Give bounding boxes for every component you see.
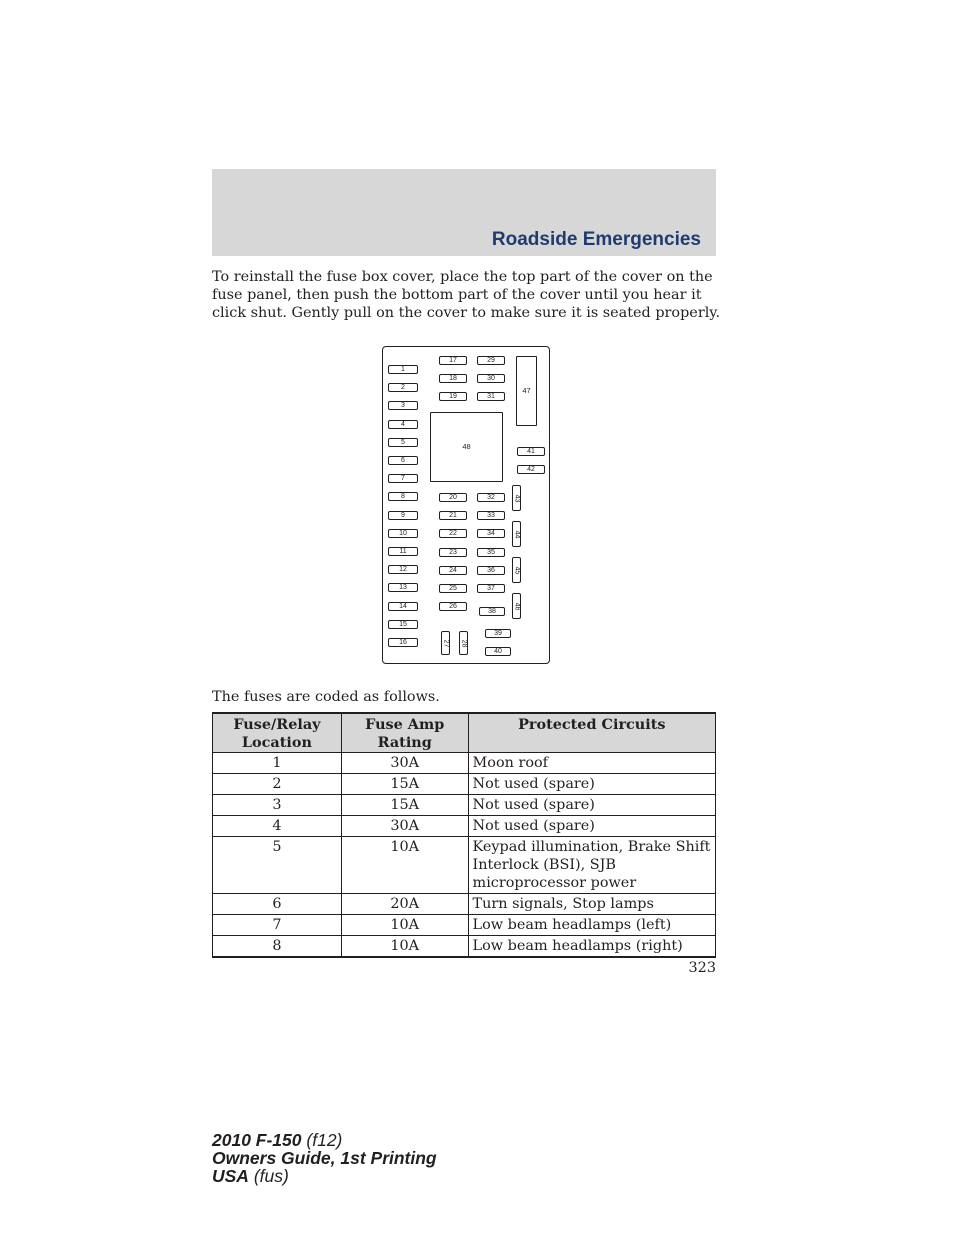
fuse-31: [477, 392, 505, 401]
fuse-label: 47: [522, 386, 531, 396]
fuse-label: 28: [460, 639, 468, 647]
fuse-label: 38: [488, 608, 496, 615]
fuse-label: 32: [487, 494, 495, 501]
fuse-label: 42: [527, 466, 535, 473]
fuse-25: [439, 584, 467, 593]
footer-guide: Owners Guide, 1st Printing: [212, 1148, 437, 1168]
table-row: [213, 915, 716, 936]
fuse-26: [439, 602, 467, 611]
fuse-30: [477, 374, 505, 383]
cell-amp-rating: 30A: [341, 816, 468, 837]
fuse-label: 4: [401, 420, 405, 428]
fuse-33: [477, 511, 505, 520]
fuse-panel-diagram: [382, 346, 550, 664]
cell-protected-circuits: Not used (spare): [468, 774, 715, 795]
section-header-band: [212, 169, 716, 256]
fuse-label: 20: [449, 494, 457, 501]
fuse-3: [388, 401, 418, 410]
fuse-29: [477, 356, 505, 365]
fuse-9: [388, 511, 418, 520]
footer-model-code: (f12): [306, 1130, 343, 1150]
fuse-label: 5: [401, 438, 405, 446]
fuse-label: 45: [513, 566, 521, 574]
cell-protected-circuits: Turn signals, Stop lamps: [468, 894, 715, 915]
document-footer: [212, 1131, 437, 1185]
fuse-label: 37: [487, 585, 495, 592]
footer-market: USA: [212, 1166, 249, 1186]
column-header-location: Fuse/Relay Location: [213, 713, 342, 753]
fuse-41: [517, 447, 545, 456]
fuse-46: [512, 593, 521, 619]
fuse-label: 12: [399, 566, 407, 574]
footer-market-code: (fus): [253, 1166, 289, 1186]
fuse-label: 33: [487, 512, 495, 520]
fuse-label: 40: [494, 648, 502, 655]
cell-protected-circuits: Low beam headlamps (left): [468, 915, 715, 936]
fuse-11: [388, 547, 418, 556]
fuse-17: [439, 356, 467, 365]
fuse-45: [512, 557, 521, 583]
fuse-label: 14: [399, 602, 407, 610]
fuse-27: [441, 631, 450, 655]
fuse-12: [388, 565, 418, 574]
cell-location: 8: [213, 936, 342, 958]
fuse-5: [388, 438, 418, 447]
fuse-34: [477, 529, 505, 538]
fuse-label: 8: [401, 493, 405, 501]
fuse-label: 36: [487, 566, 495, 574]
fuse-18: [439, 374, 467, 383]
fuse-43: [512, 485, 521, 511]
footer-model-line: [212, 1131, 437, 1149]
fuse-10: [388, 529, 418, 538]
cell-amp-rating: 10A: [341, 936, 468, 958]
fuse-44: [512, 521, 521, 547]
fuse-32: [477, 493, 505, 502]
fuse-36: [477, 566, 505, 575]
cell-amp-rating: 15A: [341, 774, 468, 795]
page-number: 323: [688, 960, 716, 976]
fuse-15: [388, 620, 418, 629]
fuse-35: [477, 548, 505, 557]
table-header-row: [213, 713, 716, 753]
fuse-label: 43: [513, 494, 521, 502]
fuse-38: [479, 607, 505, 616]
fuse-label: 18: [449, 375, 457, 383]
table-row: [213, 894, 716, 915]
intro-paragraph: To reinstall the fuse box cover, place the top part of the cover on the fuse panel, then push the bottom part of the cover until you hear it click shut. Gently pull on the cover to make sure it is seated properly.: [212, 269, 721, 321]
cell-amp-rating: 10A: [341, 915, 468, 936]
fuse-label: 31: [487, 393, 495, 401]
fuse-label: 9: [401, 511, 405, 519]
cell-location: 7: [213, 915, 342, 936]
fuse-1: [388, 365, 418, 374]
fuse-label: 3: [401, 402, 405, 410]
fuse-label: 44: [513, 530, 521, 538]
cell-protected-circuits: Moon roof: [468, 753, 715, 774]
cell-location: 1: [213, 753, 342, 774]
cell-protected-circuits: Not used (spare): [468, 795, 715, 816]
fuse-label: 7: [401, 475, 405, 483]
cell-location: 3: [213, 795, 342, 816]
table-row: [213, 795, 716, 816]
fuse-label: 22: [449, 530, 457, 538]
cell-amp-rating: 20A: [341, 894, 468, 915]
cell-location: 2: [213, 774, 342, 795]
fuse-label: 16: [399, 639, 407, 646]
cell-location: 6: [213, 894, 342, 915]
fuse-label: 2: [401, 384, 405, 392]
fuse-label: 10: [399, 529, 407, 537]
fuse-label: 25: [449, 585, 457, 592]
cell-amp-rating: 15A: [341, 795, 468, 816]
table-row: [213, 753, 716, 774]
fuse-label: 30: [487, 375, 495, 383]
fuse-28: [459, 631, 468, 655]
table-row: [213, 837, 716, 894]
fuse-39: [485, 629, 511, 638]
fuse-label: 21: [449, 512, 457, 520]
fuse-23: [439, 548, 467, 557]
footer-market-line: [212, 1167, 437, 1185]
table-row: [213, 936, 716, 958]
fuse-24: [439, 566, 467, 575]
fuse-label: 27: [442, 639, 450, 647]
fuse-table: [212, 712, 716, 958]
footer-model: 2010 F-150: [212, 1130, 302, 1150]
fuse-label: 6: [401, 457, 405, 464]
fuse-6: [388, 456, 418, 465]
fuse-label: 34: [487, 530, 495, 538]
cell-protected-circuits: Not used (spare): [468, 816, 715, 837]
fuse-label: 1: [401, 366, 405, 373]
cell-protected-circuits: Low beam headlamps (right): [468, 936, 715, 958]
fuse-13: [388, 583, 418, 592]
fuse-7: [388, 474, 418, 483]
cell-amp-rating: 30A: [341, 753, 468, 774]
column-header-amp-rating: Fuse Amp Rating: [341, 713, 468, 753]
fuse-label: 35: [487, 548, 495, 556]
fuse-4: [388, 420, 418, 429]
fuse-37: [477, 584, 505, 593]
fuse-19: [439, 392, 467, 401]
cell-protected-circuits: Keypad illumination, Brake Shift Interlock (BSI), SJB microprocessor power: [468, 837, 715, 894]
table-row: [213, 816, 716, 837]
cell-amp-rating: 10A: [341, 837, 468, 894]
fuse-label: 26: [449, 603, 457, 611]
fuse-label: 11: [399, 548, 407, 555]
footer-guide-line: [212, 1149, 437, 1167]
fuse-label: 24: [449, 566, 457, 574]
section-title: Roadside Emergencies: [491, 229, 701, 250]
relay-48: [430, 412, 503, 482]
fuse-42: [517, 465, 545, 474]
fuse-8: [388, 492, 418, 501]
table-row: [213, 774, 716, 795]
fuse-label: 46: [513, 602, 521, 610]
fuse-label: 23: [449, 548, 457, 556]
fuse-label: 48: [462, 442, 471, 452]
fuse-40: [485, 647, 511, 656]
fuse-label: 29: [487, 357, 495, 364]
fuse-16: [388, 638, 418, 647]
fuse-20: [439, 493, 467, 502]
fuse-label: 19: [449, 393, 457, 401]
fuse-14: [388, 602, 418, 611]
fuse-label: 41: [527, 448, 535, 455]
fuse-label: 39: [494, 630, 502, 637]
fuse-21: [439, 511, 467, 520]
fuse-22: [439, 529, 467, 538]
cell-location: 5: [213, 837, 342, 894]
coded-caption: The fuses are coded as follows.: [212, 689, 440, 705]
column-header-protected-circuits: Protected Circuits: [468, 713, 715, 753]
relay-47: [516, 356, 537, 426]
fuse-label: 17: [449, 357, 457, 364]
fuse-2: [388, 383, 418, 392]
fuse-label: 13: [399, 584, 407, 592]
cell-location: 4: [213, 816, 342, 837]
fuse-label: 15: [399, 620, 407, 628]
